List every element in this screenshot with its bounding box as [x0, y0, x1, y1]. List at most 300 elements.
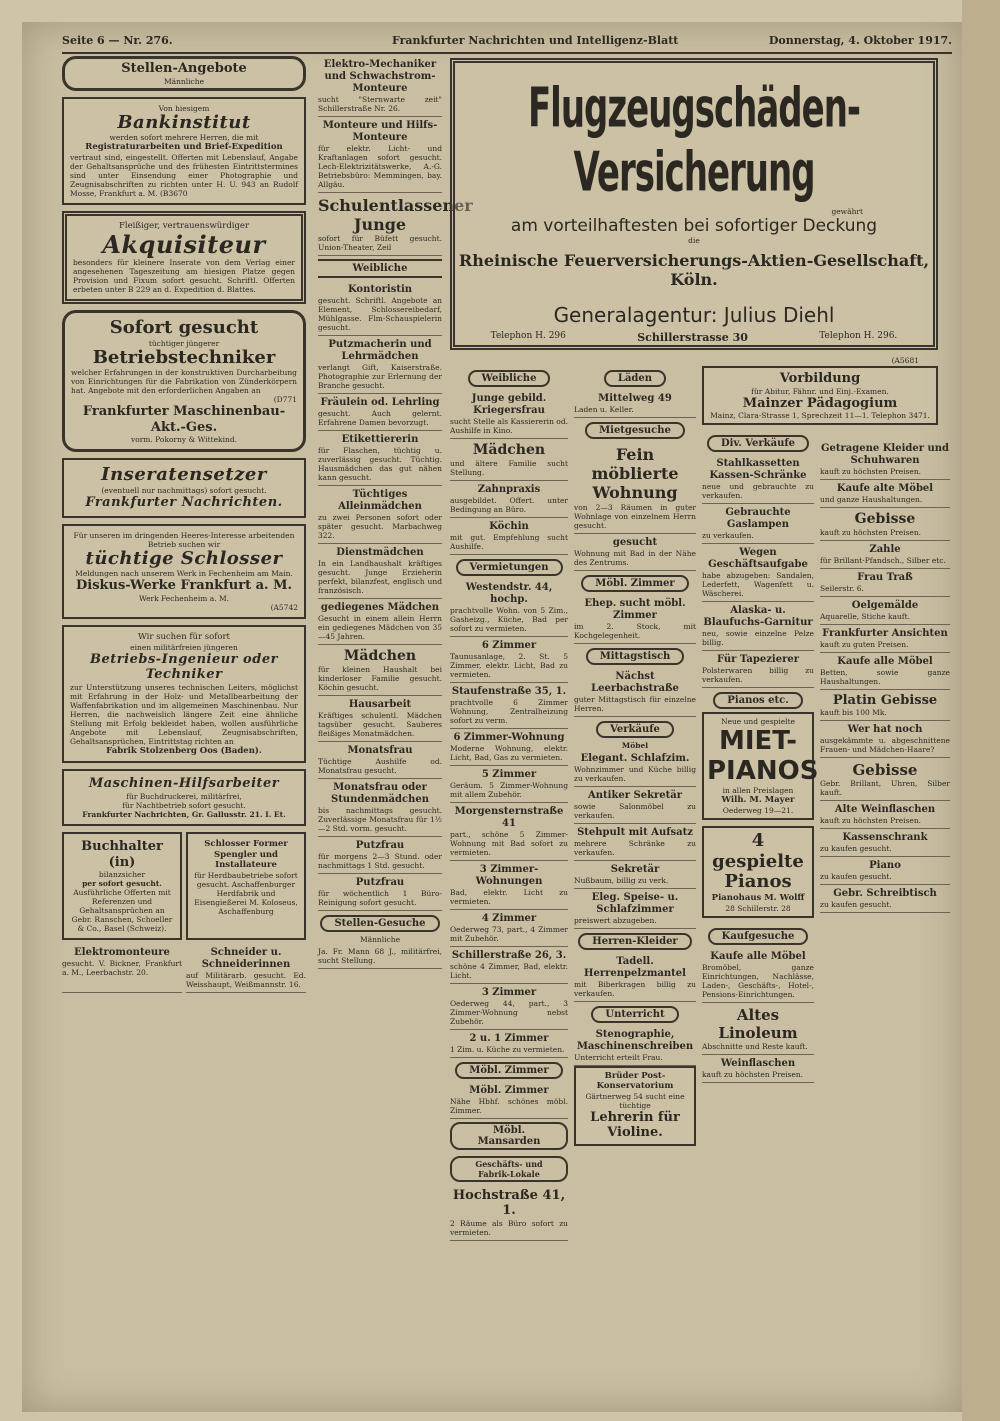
- ad-title: 2 u. 1 Zimmer: [469, 1032, 549, 1044]
- column-3: [450, 366, 568, 1241]
- ad-company: Wilh. M. Mayer: [721, 795, 795, 806]
- ad-body: für Flaschen, tüchtig u. zuverlässig gesucht. Tüchtig. Hausmädchen das gut nähen kann gesucht.: [318, 446, 442, 483]
- ad-title: Platin Gebisse: [832, 692, 938, 708]
- ad-title: Brüder Post-Konservatorium: [596, 1070, 674, 1092]
- ad-body: vertraut sind, eingestellt. Offerten mit Lebenslauf, Angabe der Gehaltsansprüche und des frühesten Eintrittstermines sind unter Einsendung einer Photographie und Zeugnisabschriften zu richten unter H. U. 943 an Rudolf Mosse, Frankfurt a. M. (B3670: [70, 152, 298, 198]
- ad-title: Schneider u. Schneiderinnen: [201, 947, 291, 971]
- classified-ad: [820, 541, 950, 569]
- classified-ad: [318, 599, 442, 645]
- ad-title: Schlosser Former Spengler und Installateure: [204, 839, 288, 871]
- ad-body: bis nachmittags gesucht. Zuverlässige Monatsfrau für 1½—2 Std. vorm. gesucht.: [318, 806, 442, 834]
- ad-body: zur Unterstützung unseres technischen Leiters, möglichst mit Erfahrung in der Holz- und Metallbearbeitung der Waffenfabrikation und im allgemeinen Maschinenbau. Nur Herren, die nachweislich längere Zeit eine ähnliche Stellung mit Erfolg bekleidet haben, wollen ausführliche Angebote mit Lebenslauf, Zeugnisabschriften, Gehaltsansprüchen, Eintrittstag richten an: [70, 682, 298, 746]
- ad-title: Piano: [869, 860, 901, 872]
- ad-title: gediegenes Mädchen: [320, 602, 440, 614]
- classified-ad: [820, 440, 950, 480]
- ad-body: 1 Zim. u. Küche zu vermieten.: [450, 1044, 565, 1054]
- section-title: Mittagstisch: [586, 648, 685, 665]
- classified-ad: [318, 117, 442, 193]
- ad-title: Kontoristin: [347, 284, 413, 296]
- ad-title: Alaska- u. Blaufuchs-Garnitur: [703, 605, 813, 629]
- ad-body: Moderne Wohnung, elektr. Licht, Bad, Gas zu vermieten.: [450, 743, 568, 762]
- ad-body: Oederweg 44, part., 3 Zimmer-Wohnung nebst Zubehör.: [450, 998, 568, 1026]
- ad-body: ausgekämmte u. abgeschnittene Frauen- und Mädchen-Haare?: [820, 736, 950, 755]
- small-ads-row-2: [62, 944, 306, 993]
- classified-ad: [820, 801, 950, 829]
- classified-ad: [450, 1030, 568, 1058]
- ad-title: Kaufe alle Möbel: [710, 950, 806, 962]
- ad-headline: Betriebstechniker: [92, 346, 276, 368]
- ad-body: Bad, elektr. Licht zu vermieten.: [450, 887, 568, 906]
- ad-company: Pianohaus M. Wolff: [711, 892, 805, 903]
- classified-ad: [318, 193, 473, 256]
- section-title: Unterricht: [591, 1006, 678, 1023]
- ad-title: Mädchen: [343, 648, 417, 665]
- ad-body: für Herdbaubetriebe sofort gesucht. Aschaffenburger Herdfabrik und Eisengießerei M. Koloseus, Aschaffenburg: [194, 870, 298, 916]
- classified-ad: [450, 947, 568, 984]
- ad-headline: Lehrerin für Violine.: [590, 1109, 680, 1141]
- ad-title: Für Tapezierer: [716, 654, 799, 666]
- ad-body: Nußbaum, billig zu verk.: [574, 875, 669, 885]
- ad-title: Betriebs-Ingenieur oder Techniker: [90, 651, 278, 683]
- ad-title: 4 gespielte Pianos: [712, 829, 804, 893]
- classified-ad: [318, 431, 442, 486]
- ad-schneider: [186, 944, 306, 993]
- classified-ad: [318, 837, 442, 874]
- classified-ad: [450, 1185, 568, 1241]
- ad-body: neu, sowie einzelne Pelze billig.: [702, 629, 814, 648]
- classified-ad: [574, 861, 696, 889]
- ad-title: Altes Linoleum: [718, 1005, 798, 1042]
- ad-title: Sekretär: [610, 863, 660, 875]
- ad-body: kauft zu höchsten Preisen.: [820, 527, 922, 537]
- classified-ad: [450, 803, 568, 861]
- ad-title: Putzmacherin und Lehrmädchen: [328, 339, 432, 363]
- ad-body: Kräftiges schulentl. Mädchen tagsüber gesucht. Sauberes fleißiges Monatmädchen.: [318, 711, 442, 739]
- ad-intro: Für unseren im dringenden Heeres-Interesse arbeitenden Betrieb suchen wir: [73, 530, 295, 549]
- ad-title: Zahle: [869, 543, 901, 555]
- classified-ad: [574, 668, 696, 717]
- classified-ad: [318, 742, 442, 779]
- ad-body: Betten, sowie ganze Haushaltungen.: [820, 667, 950, 686]
- ad-title: Kassenschrank: [842, 832, 928, 844]
- ad-konservatorium: [574, 1066, 696, 1146]
- ad-body: für Abitur, Fähnr. und Einj.-Examen.: [751, 386, 889, 396]
- ad-body: für wöchentlich 1 Büro-Reinigung sofort gesucht.: [318, 889, 442, 908]
- classified-ad: [450, 984, 568, 1030]
- ad-body: besonders für kleinere Inserate von dem Verlag einer angesehenen Tageszeitung am hiesigen Platze gegen Provision und Fixum sofort gesucht. Schriftl. Offerten erbeten unter B 229 an d. Expedition d. Blattes.: [73, 257, 295, 294]
- ad-body: Taunusanlage, 2. St. 5 Zimmer, elektr. Licht, Bad zu vermieten.: [450, 651, 568, 679]
- classified-ad: [702, 1055, 814, 1083]
- classified-ad: [820, 480, 950, 508]
- classified-ad: [450, 729, 568, 766]
- ad-title: Frau Traß: [857, 571, 913, 583]
- ad-body: Laden u. Keller.: [574, 405, 634, 414]
- ad-body: habe abzugeben: Sandalen, Lederfett, Wagenfett u. Wäscherei.: [702, 571, 814, 599]
- classified-ad: [450, 683, 568, 729]
- ad-body: Seilerstr. 6.: [820, 583, 864, 593]
- ad-bankinstitut: [62, 97, 306, 205]
- ad-title: Wegen Geschäftsaufgabe: [708, 547, 808, 571]
- ad-title: Stenographie, Maschinenschreiben: [576, 1028, 694, 1052]
- classified-ad: [574, 442, 696, 534]
- classified-ad: [820, 569, 950, 597]
- classified-ad: [318, 779, 442, 837]
- ad-body: ausgebildet. Offert. unter Bedingung an Büro.: [450, 495, 568, 514]
- ad-title: Kaufe alle Möbel: [837, 655, 933, 667]
- ad-title: tüchtige Schlosser: [85, 547, 283, 569]
- ad-title: Stehpult mit Aufsatz: [577, 826, 693, 838]
- classified-ad: [450, 518, 568, 555]
- ad-body: mit Biberkragen billig zu verkaufen.: [574, 979, 696, 998]
- ad-body: kauft zu höchsten Preisen.: [702, 1069, 804, 1079]
- classified-ad: [450, 910, 568, 947]
- classified-ad: [450, 439, 568, 481]
- section-heading: [62, 56, 306, 91]
- ad-body: schöne 4 Zimmer, Bad, elektr. Licht.: [450, 961, 568, 980]
- ad-body: Nähe Hbhf. schönes möbl. Zimmer.: [450, 1096, 568, 1115]
- small-ads-row: [62, 832, 306, 940]
- ad-line: per sofort gesucht.: [82, 879, 162, 889]
- ad-intro: Fleißiger, vertrauenswürdiger: [118, 220, 250, 231]
- ad-body: zu kaufen gesucht.: [820, 872, 892, 882]
- ad-body: Gesucht in einem allein Herrn ein gediegenes Mädchen von 35—45 Jahren.: [318, 614, 442, 642]
- ad-title: Putzfrau: [355, 877, 405, 889]
- ad-reference: (A5742: [270, 603, 298, 613]
- section-title: Kaufgesuche: [708, 928, 809, 945]
- ad-body: preiswert abzugeben.: [574, 915, 657, 925]
- facing-page-edge: [962, 0, 1000, 1421]
- classified-ad: [450, 579, 568, 637]
- ad-body: sucht Stelle als Kassiererin od. Aushilfe in Kino.: [450, 417, 568, 435]
- ad-body: mit gut. Empfehlung sucht Aushilfe.: [450, 532, 568, 551]
- ad-body: kauft zu guten Preisen.: [820, 639, 909, 649]
- ad-body: Meldungen nach unserem Werk in Fechenheim am Main.: [75, 569, 293, 579]
- ad-body: In ein Landhaushalt kräftiges gesucht. Junge Erzieherin perfekt, bilanzfest, englisch und französisch.: [318, 559, 442, 596]
- page-header: [62, 32, 952, 54]
- ad-title: 4 Zimmer: [481, 912, 537, 924]
- ad-title: Inseratensetzer: [101, 464, 267, 486]
- ad-title: Fein möblierte Wohnung: [591, 445, 679, 503]
- ad-body: zu zwei Personen sofort oder später gesucht. Marbachweg 322.: [318, 513, 442, 541]
- ad-company: Frankfurter Nachrichten.: [85, 495, 283, 511]
- ad-vorbildung: [702, 366, 938, 425]
- ad-title: Maschinen-Hilfsarbeiter: [88, 776, 280, 792]
- ad-title: Antiker Sekretär: [588, 789, 682, 801]
- ad-body: Gebr. Brillant, Uhren, Silber kauft.: [820, 779, 950, 798]
- ad-body: part., schöne 5 Zimmer-Wohnung mit Bad sofort zu vermieten.: [450, 829, 568, 857]
- ad-body: und ältere Familie sucht Stellung.: [450, 458, 568, 477]
- ad-title: Möbl. Zimmer: [469, 1084, 549, 1096]
- ad-address: Oederweg 19—21.: [722, 805, 794, 815]
- ad-miet-pianos: [702, 712, 819, 820]
- ad-body: für elektr. Licht- und Kraftanlagen sofort gesucht. Lech-Elektrizitätswerke, A.-G. Betriebsbüro: Memmingen, bay. Allgäu.: [318, 144, 442, 189]
- section-title: Weibliche: [318, 259, 442, 278]
- ad-buchhalter: [62, 832, 182, 940]
- section-title: Möbl. Zimmer: [455, 1062, 562, 1079]
- page-date: Donnerstag, 4. Oktober 1917.: [768, 34, 952, 47]
- column-6: [820, 440, 950, 913]
- ad-title: Vorbildung: [779, 371, 861, 386]
- ad-body: welcher Erfahrungen in der konstruktiven Durcharbeitung von Einrichtungen für die Fabrikation von Zünderkörpern hat. Angebote mit den erforderlichen Angaben an: [71, 368, 297, 396]
- ad-title: Staufenstraße 35, 1.: [451, 685, 567, 697]
- ad-elektromonteure: [62, 944, 182, 993]
- ad-body: mehrere Schränke zu verkaufen.: [574, 838, 696, 857]
- classified-ad: [574, 750, 696, 787]
- ad-footer: Mainz, Clara-Strasse 1, Sprechzeit 11—1. Telephon 3471.: [710, 411, 930, 421]
- ad-title: Elegant. Schlafzim.: [580, 752, 690, 764]
- ad-title: Westendstr. 44, hochp.: [465, 581, 553, 605]
- ad-reference: (A5681: [891, 356, 919, 365]
- section-title: Vermietungen: [456, 559, 563, 576]
- classified-ad: [574, 824, 696, 861]
- ad-body: und ganze Haushaltungen.: [820, 495, 923, 504]
- ad-title: Weinflaschen: [720, 1057, 796, 1069]
- ad-line: für Buchdruckerei, militärfrei,: [126, 792, 242, 802]
- ad-title: Tüchtiges Alleinmädchen: [338, 489, 422, 513]
- ad-line: werden sofort mehrere Herren, die mit: [109, 133, 259, 143]
- classified-ad: [820, 721, 950, 758]
- ad-subtitle: tüchtiger jüngerer: [148, 338, 220, 348]
- ad-inseratensetzer: [62, 458, 306, 517]
- section-title: Herren-Kleider: [578, 933, 691, 950]
- ad-body: guter Mittagstisch für einzelne Herren.: [574, 694, 696, 713]
- ad-company: Diskus-Werke Frankfurt a. M.: [75, 578, 292, 594]
- ad-title: Akquisiteur: [102, 229, 266, 259]
- classified-ad: [820, 653, 950, 690]
- ad-subtitle: einen militärfreien jüngeren: [130, 642, 238, 652]
- ad-body: für morgens 2—3 Stund. oder nachmittags 1 Std. gesucht.: [318, 852, 442, 871]
- classified-ad: [702, 1003, 814, 1055]
- ad-title: 6 Zimmer: [481, 639, 537, 651]
- ad-agency: Generalagentur: Julius Diehl: [553, 303, 835, 327]
- ad-title: Frankfurter Ansichten: [822, 627, 948, 639]
- newspaper-title: Frankfurter Nachrichten und Intelligenz-Blatt: [392, 34, 679, 47]
- insurance-display-ad: [450, 58, 938, 365]
- ad-title: Hausarbeit: [348, 699, 412, 711]
- ad-title: Gebrauchte Gaslampen: [725, 507, 791, 531]
- classified-ad: [820, 690, 950, 722]
- classified-ad: [318, 394, 442, 431]
- ad-title: Buchhalter (in): [81, 839, 163, 870]
- ad-body: Wohnung mit Bad in der Nähe des Zentrums.: [574, 548, 696, 567]
- ad-company: Frankfurter Nachrichten, Gr. Gallusstr. 21. I. Et.: [82, 810, 286, 820]
- ad-body: verlangt Gift, Kaiserstraße. Photographie zur Erlernung der Branche gesucht.: [318, 363, 442, 391]
- ad-title: Junge gebild. Kriegersfrau: [471, 393, 547, 416]
- classified-ad: [574, 787, 696, 824]
- classified-ad: [574, 889, 696, 929]
- classified-ad: [318, 281, 442, 336]
- ad-body: Abschnitte und Reste kauft.: [702, 1041, 808, 1051]
- ad-title: Gebr. Schreibtisch: [833, 888, 937, 900]
- classified-ad: [574, 953, 696, 1002]
- classified-ad: [450, 1082, 568, 1119]
- ad-title: Dienstmädchen: [336, 547, 424, 559]
- ad-title: 3 Zimmer-Wohnungen: [475, 863, 543, 887]
- ad-title: Gebisse: [854, 511, 916, 527]
- ad-body: auf Militärarb. gesucht. Ed. Weisshaupt, Weißmannstr. 16.: [186, 971, 306, 990]
- ad-body: in allen Preislagen: [722, 786, 794, 796]
- ad-body: prachtvolle 6 Zimmer Wohnung, Zentralheizung sofort zu verm.: [450, 697, 568, 725]
- classified-ad: [702, 651, 814, 688]
- ad-body: Ausführliche Offerten mit Referenzen und Gehaltsansprüchen an Gebr. Ranschen, Schoeller & Co., Basel (Schweiz).: [71, 888, 173, 934]
- classified-ad: [820, 829, 950, 857]
- classified-ad: [702, 455, 814, 504]
- ad-body: Wohnzimmer und Küche billig zu verkaufen.: [574, 764, 696, 783]
- ad-body: zu verkaufen.: [702, 531, 754, 541]
- ad-title: Schillerstraße 26, 3.: [451, 949, 567, 961]
- ad-line: die: [688, 236, 700, 245]
- classified-ad: [450, 481, 568, 518]
- column-2: [318, 56, 473, 969]
- classified-ad: [318, 874, 442, 911]
- ad-body: prachtvolle Wohn. von 5 Zim., Gasheizg., Küche, Bad per sofort zu vermieten.: [450, 605, 568, 633]
- classified-ad: [820, 758, 950, 801]
- ad-phone: Telephon H. 296.: [819, 331, 898, 341]
- ad-body: gesucht. V. Bickner, Frankfurt a. M., Leerbachstr. 20.: [62, 959, 182, 978]
- classified-ad: [450, 390, 568, 439]
- ad-body: Tüchtige Aushilfe od. Monatsfrau gesucht.: [318, 757, 442, 776]
- ad-schlosser-former: [186, 832, 306, 940]
- classified-ad: [820, 857, 950, 885]
- classified-ad: [820, 625, 950, 653]
- ad-body: Unterricht erteilt Frau.: [574, 1052, 663, 1062]
- ad-body: kauft zu höchsten Preisen.: [820, 467, 922, 476]
- ad-body: Aquarelle, Stiche kauft.: [820, 611, 910, 621]
- ad-maschinen-hilfsarbeiter: [62, 769, 306, 826]
- ad-title: gesucht: [612, 536, 658, 548]
- ad-title: Sofort gesucht: [109, 316, 259, 338]
- ad-title: Monteure und Hilfs-Monteure: [322, 120, 438, 143]
- classified-ad: [574, 390, 696, 418]
- ad-title: Ehep. sucht möbl. Zimmer: [584, 597, 686, 621]
- ad-body: für kleinen Haushalt bei kinderloser Familie gesucht. Köchin gesucht.: [318, 665, 442, 693]
- classified-ad: Ja. Fr. Mann 68 J., militärfrei, sucht Stellung.: [318, 944, 442, 969]
- ad-line: für Nachtbetrieb sofort gesucht.: [122, 801, 246, 811]
- classified-ad: [450, 766, 568, 803]
- ad-title: Tadell. Herrenpelzmantel: [584, 955, 686, 979]
- classified-ad: [318, 336, 442, 394]
- ad-title: 3 Zimmer: [481, 986, 537, 998]
- ad-title: Stahlkassetten Kassen-Schränke: [709, 458, 807, 482]
- ad-schlosser: [62, 524, 306, 619]
- ad-body: sofort für Büfett gesucht. Union-Theater, Zeil: [318, 234, 442, 253]
- ad-title: Oelgemälde: [851, 599, 919, 611]
- ad-title: Eleg. Speise- u. Schlafzimmer: [591, 891, 679, 915]
- classified-ad: [820, 508, 950, 541]
- ad-intro: Wir suchen für sofort: [138, 632, 230, 643]
- ad-subtitle: (eventuell nur nachmittags) sofort gesucht.: [101, 486, 267, 496]
- ad-betriebstechniker: [62, 310, 306, 453]
- ad-title: Gebisse: [852, 761, 918, 780]
- subsection-title: Männliche: [163, 76, 205, 86]
- classified-ad: [702, 544, 814, 602]
- ad-body: gesucht. Auch gelernt. Erfahrene Damen bevorzugt.: [318, 409, 442, 428]
- classified-ad: [318, 696, 442, 742]
- classified-ad: [574, 1026, 696, 1066]
- ad-subtitle: Registraturarbeiten und Brief-Expedition: [85, 142, 283, 153]
- ad-reference: (D771: [273, 395, 297, 405]
- ad-title: Etikettiererin: [341, 434, 419, 446]
- ad-body: von 2—3 Räumen in guter Wohnlage von einzelnem Herrn gesucht.: [574, 502, 696, 530]
- section-title: Geschäfts- und Fabrik-Lokale: [450, 1156, 568, 1182]
- ad-title: Hochstraße 41, 1.: [452, 1187, 566, 1219]
- ad-address: 28 Schillerstr. 28: [725, 903, 791, 913]
- ad-body: Bromöbel, ganze Einrichtungen, Nachlässe, Laden-, Geschäfts-, Hotel-, Pensions-Einrichtungen.: [702, 962, 814, 999]
- ad-title: Elektromonteure: [74, 947, 170, 959]
- ad-title: Wer hat noch: [847, 724, 923, 736]
- ad-body: für Brillant-Pfandsch., Silber etc.: [820, 555, 946, 565]
- ad-line: am vorteilhaftesten bei sofortiger Deckung: [510, 216, 878, 236]
- section-title: Verkäufe: [596, 721, 674, 738]
- page-number: Seite 6 — Nr. 276.: [62, 34, 173, 47]
- ad-address: Schillerstrasse 30: [637, 331, 748, 344]
- ad-title: Morgensternstraße 41: [454, 805, 564, 829]
- classified-ad: [318, 56, 442, 117]
- ad-body: Oederweg 73, part., 4 Zimmer mit Zubehör.: [450, 924, 568, 943]
- classified-ad: [318, 645, 442, 696]
- section-title: Möbl. Mansarden: [450, 1122, 568, 1150]
- ad-body: 2 Räume als Büro sofort zu vermieten.: [450, 1218, 568, 1237]
- ad-title: Getragene Kleider und Schuhwaren: [820, 443, 950, 466]
- classified-ad: [318, 486, 442, 544]
- ad-subtitle: Neue und gespielte: [720, 717, 796, 727]
- classified-ad: [450, 637, 568, 683]
- ad-company: Rheinische Feuerversicherungs-Aktien-Gesellschaft, Köln.: [458, 251, 930, 289]
- classified-ad: [702, 602, 814, 651]
- ad-contact-row: [455, 331, 933, 344]
- ad-company: Frankfurter Maschinenbau-Akt.-Ges.: [82, 404, 286, 435]
- ad-body: kauft zu höchsten Preisen.: [820, 816, 922, 826]
- classified-ad: [702, 504, 814, 544]
- ad-title: MIET-PIANOS: [707, 726, 819, 787]
- ad-body: sowie Salonmöbel zu verkaufen.: [574, 801, 696, 820]
- section-title: Stellen-Gesuche: [320, 915, 439, 932]
- ad-title: Bankinstitut: [117, 111, 251, 133]
- ad-subtitle: bilanzsicher: [98, 870, 146, 880]
- section-title: Weibliche: [468, 370, 551, 387]
- section-title: Pianos etc.: [713, 692, 802, 709]
- ad-title: Mittelweg 49: [598, 393, 672, 404]
- ad-body: zu kaufen gesucht.: [820, 844, 892, 854]
- ad-betriebs-ingenieur: [62, 625, 306, 763]
- classified-ad: [574, 534, 696, 571]
- classified-ad: [318, 544, 442, 599]
- ad-title: Alte Weinflaschen: [834, 804, 936, 816]
- ad-title: Monatsfrau: [347, 745, 413, 757]
- ad-subtitle: Mainzer Pädagogium: [742, 395, 898, 411]
- classified-ad: [820, 597, 950, 625]
- ad-body: kauft bis 100 Mk.: [820, 708, 887, 718]
- ad-body: Geräum. 5 Zimmer-Wohnung mit allem Zubehör.: [450, 780, 568, 799]
- ad-title: Flugzeugschäden-Versicherung: [527, 77, 861, 205]
- ad-title: Mädchen: [472, 442, 546, 458]
- ad-akquisiteur: [62, 211, 306, 304]
- ad-title: Köchin: [489, 520, 529, 532]
- ad-title: Nächst Leerbachstraße: [591, 670, 679, 694]
- classified-ad: [574, 595, 696, 644]
- ad-body: sucht "Sternwarte zeit" Schillerstraße Nr. 26.: [318, 95, 442, 113]
- ad-title: Kaufe alte Möbel: [836, 483, 934, 494]
- ad-body: gesucht. Schriftl. Angebote an Element, Schlossereibedarf, Mühlgasse. Flm-Schauspielerin gesucht.: [318, 296, 442, 333]
- ad-line: gewährt: [831, 207, 863, 216]
- ad-title: Elektro-Mechaniker und Schwachstrom-Monteure: [323, 59, 437, 94]
- ad-title: 6 Zimmer-Wohnung: [453, 731, 565, 743]
- section-title: Div. Verkäufe: [707, 435, 809, 452]
- ad-body: Gärtnerweg 54 sucht eine tüchtige: [585, 1091, 685, 1110]
- classified-ad: [702, 948, 814, 1003]
- classified-ad: [820, 885, 950, 913]
- section-title: Möbl. Zimmer: [581, 575, 688, 592]
